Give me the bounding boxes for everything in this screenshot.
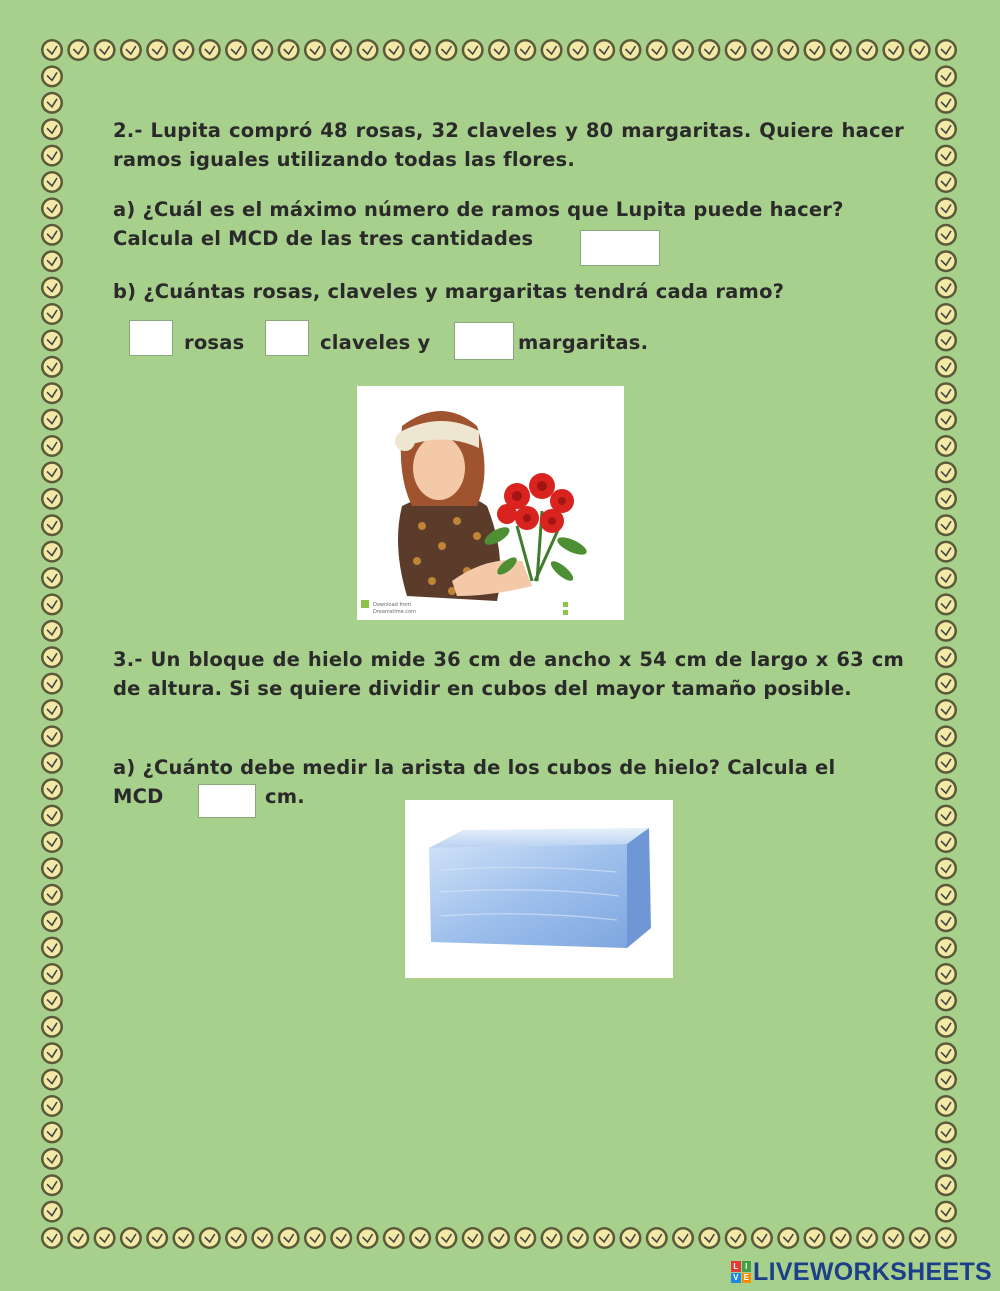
clock-icon bbox=[41, 1069, 63, 1091]
clock-icon bbox=[514, 1227, 536, 1249]
clock-icon bbox=[856, 39, 878, 61]
clock-icon bbox=[856, 1227, 878, 1249]
clock-icon bbox=[41, 356, 63, 378]
clock-icon bbox=[41, 1227, 63, 1249]
clock-icon bbox=[304, 1227, 326, 1249]
clock-icon bbox=[41, 118, 63, 140]
clock-icon bbox=[935, 514, 957, 536]
clock-icon bbox=[225, 1227, 247, 1249]
watermark-line-1: Download from bbox=[373, 602, 412, 608]
clock-icon bbox=[435, 1227, 457, 1249]
clock-icon bbox=[698, 39, 720, 61]
clock-icon bbox=[251, 39, 273, 61]
clock-icon bbox=[41, 857, 63, 879]
clock-icon bbox=[935, 118, 957, 140]
clock-icon bbox=[935, 197, 957, 219]
clock-icon bbox=[672, 1227, 694, 1249]
clock-icon bbox=[541, 1227, 563, 1249]
arista-answer-input[interactable] bbox=[198, 784, 256, 818]
clock-icon bbox=[935, 1095, 957, 1117]
clock-icon bbox=[935, 382, 957, 404]
clock-icon bbox=[882, 39, 904, 61]
clock-icon bbox=[41, 646, 63, 668]
clock-icon bbox=[698, 1227, 720, 1249]
clock-icon bbox=[41, 725, 63, 747]
clock-icon bbox=[488, 39, 510, 61]
clock-icon bbox=[41, 1201, 63, 1223]
clock-icon bbox=[41, 197, 63, 219]
clock-icon bbox=[41, 145, 63, 167]
clock-icon bbox=[41, 541, 63, 563]
logo-letter-l: L bbox=[731, 1261, 741, 1272]
clock-icon bbox=[935, 884, 957, 906]
clock-icon bbox=[646, 39, 668, 61]
clock-icon bbox=[41, 250, 63, 272]
clock-icon bbox=[41, 435, 63, 457]
clock-icon bbox=[593, 39, 615, 61]
clock-icon bbox=[41, 382, 63, 404]
mcd-answer-input[interactable] bbox=[580, 230, 660, 266]
clock-icon bbox=[41, 1174, 63, 1196]
clock-icon bbox=[41, 1042, 63, 1064]
clock-icon bbox=[935, 329, 957, 351]
clock-icon bbox=[935, 1174, 957, 1196]
clock-icon bbox=[120, 39, 142, 61]
clock-icon bbox=[935, 831, 957, 853]
clock-icon bbox=[830, 39, 852, 61]
clock-icon bbox=[41, 92, 63, 114]
clock-icon bbox=[777, 1227, 799, 1249]
clock-icon bbox=[935, 1016, 957, 1038]
clock-icon bbox=[935, 805, 957, 827]
clock-icon bbox=[672, 39, 694, 61]
clock-icon bbox=[67, 1227, 89, 1249]
clock-icon bbox=[619, 1227, 641, 1249]
clock-icon bbox=[41, 937, 63, 959]
clock-icon bbox=[41, 831, 63, 853]
clock-icon bbox=[935, 1042, 957, 1064]
clock-icon bbox=[935, 1121, 957, 1143]
clock-icon bbox=[41, 461, 63, 483]
clock-icon bbox=[935, 910, 957, 932]
clock-icon bbox=[935, 1069, 957, 1091]
clock-icon bbox=[935, 488, 957, 510]
clock-icon bbox=[935, 65, 957, 87]
clock-icon bbox=[882, 1227, 904, 1249]
clock-icon bbox=[435, 39, 457, 61]
clock-icon bbox=[41, 673, 63, 695]
clock-icon bbox=[41, 752, 63, 774]
clock-icon bbox=[935, 593, 957, 615]
problem-2-question-a-line1: a) ¿Cuál es el máximo número de ramos que Lupita puede hacer? bbox=[113, 198, 844, 221]
clock-icon bbox=[804, 39, 826, 61]
clock-icon bbox=[935, 699, 957, 721]
problem-3-question-a-line1: a) ¿Cuánto debe medir la arista de los cubos de hielo? Calcula el bbox=[113, 756, 836, 779]
clock-icon bbox=[41, 329, 63, 351]
clock-icon bbox=[935, 778, 957, 800]
clock-icon bbox=[935, 435, 957, 457]
clock-icon bbox=[41, 567, 63, 589]
clock-icon bbox=[935, 989, 957, 1011]
clock-icon bbox=[278, 39, 300, 61]
clock-icon bbox=[751, 39, 773, 61]
margaritas-label: margaritas. bbox=[518, 331, 649, 354]
clock-icon bbox=[646, 1227, 668, 1249]
rosas-answer-input[interactable] bbox=[129, 320, 173, 356]
logo-letter-e: E bbox=[742, 1273, 752, 1284]
logo-letter-v: V bbox=[731, 1273, 741, 1284]
clock-icon bbox=[94, 1227, 116, 1249]
clock-icon bbox=[251, 1227, 273, 1249]
clock-icon bbox=[935, 567, 957, 589]
clock-icon bbox=[488, 1227, 510, 1249]
clock-icon bbox=[41, 963, 63, 985]
clock-icon bbox=[935, 92, 957, 114]
clock-icon bbox=[935, 725, 957, 747]
clock-icon bbox=[593, 1227, 615, 1249]
clock-icon bbox=[935, 1227, 957, 1249]
clock-icon bbox=[383, 1227, 405, 1249]
liveworksheets-wordmark: LIVEWORKSHEETS bbox=[753, 1257, 992, 1286]
clock-icon bbox=[619, 39, 641, 61]
clock-icon bbox=[146, 39, 168, 61]
clock-icon bbox=[751, 1227, 773, 1249]
clock-icon bbox=[567, 39, 589, 61]
clock-icon bbox=[41, 620, 63, 642]
clock-icon bbox=[409, 39, 431, 61]
clock-icon bbox=[41, 1095, 63, 1117]
clock-icon bbox=[935, 1201, 957, 1223]
clock-icon bbox=[935, 461, 957, 483]
ice-block-image bbox=[405, 800, 673, 978]
clock-icon bbox=[41, 989, 63, 1011]
clock-icon bbox=[41, 910, 63, 932]
clock-icon bbox=[41, 699, 63, 721]
clock-icon bbox=[41, 171, 63, 193]
clock-icon bbox=[909, 39, 931, 61]
clock-icon bbox=[41, 1148, 63, 1170]
clock-icon bbox=[330, 39, 352, 61]
clock-icon bbox=[462, 39, 484, 61]
margaritas-answer-input[interactable] bbox=[454, 322, 514, 360]
clock-icon bbox=[41, 224, 63, 246]
clock-icon bbox=[830, 1227, 852, 1249]
clock-icon bbox=[41, 409, 63, 431]
clock-icon bbox=[935, 620, 957, 642]
clock-icon bbox=[935, 646, 957, 668]
clock-icon bbox=[935, 303, 957, 325]
clock-icon bbox=[383, 39, 405, 61]
girl-with-roses-image bbox=[357, 386, 624, 620]
clock-icon bbox=[725, 1227, 747, 1249]
rosas-label: rosas bbox=[184, 331, 245, 354]
clock-icon bbox=[935, 171, 957, 193]
clock-icon bbox=[462, 1227, 484, 1249]
clock-icon bbox=[935, 145, 957, 167]
problem-3-statement: 3.- Un bloque de hielo mide 36 cm de ancho x 54 cm de largo x 63 cm de altura. Si se quiere dividir en cubos del mayor tamaño posible. bbox=[113, 648, 904, 700]
clock-icon bbox=[935, 277, 957, 299]
clock-icon bbox=[225, 39, 247, 61]
claveles-label: claveles y bbox=[320, 331, 431, 354]
clock-icon bbox=[330, 1227, 352, 1249]
claveles-answer-input[interactable] bbox=[265, 320, 309, 356]
clock-icon bbox=[357, 1227, 379, 1249]
clock-icon bbox=[41, 39, 63, 61]
clock-icon bbox=[199, 1227, 221, 1249]
clock-icon bbox=[41, 805, 63, 827]
liveworksheets-logo-icon bbox=[731, 1261, 751, 1283]
clock-icon bbox=[199, 39, 221, 61]
clock-icon bbox=[935, 752, 957, 774]
problem-2-question-b: b) ¿Cuántas rosas, claveles y margaritas tendrá cada ramo? bbox=[113, 280, 785, 303]
clock-icon bbox=[41, 593, 63, 615]
clock-icon bbox=[935, 937, 957, 959]
problem-3-mcd-label: MCD bbox=[113, 785, 164, 808]
clock-icon bbox=[120, 1227, 142, 1249]
problem-2-question-a-line2: Calcula el MCD de las tres cantidades bbox=[113, 227, 534, 250]
clock-icon bbox=[935, 409, 957, 431]
clock-icon bbox=[357, 39, 379, 61]
clock-icon bbox=[935, 1148, 957, 1170]
clock-icon bbox=[409, 1227, 431, 1249]
clock-icon bbox=[935, 541, 957, 563]
clock-icon bbox=[909, 1227, 931, 1249]
problem-3-unit-label: cm. bbox=[265, 785, 305, 808]
clock-icon bbox=[935, 673, 957, 695]
clock-icon bbox=[41, 488, 63, 510]
clock-icon bbox=[41, 65, 63, 87]
clock-icon bbox=[278, 1227, 300, 1249]
watermark-line-2: Dreamstime.com bbox=[373, 609, 416, 615]
problem-2-statement: 2.- Lupita compró 48 rosas, 32 claveles y 80 margaritas. Quiere hacer ramos iguales utilizando todas las flores. bbox=[113, 119, 904, 171]
clock-icon bbox=[777, 39, 799, 61]
clock-icon bbox=[541, 39, 563, 61]
clock-icon bbox=[41, 1016, 63, 1038]
clock-icon bbox=[935, 224, 957, 246]
clock-icon bbox=[935, 39, 957, 61]
clock-icon bbox=[304, 39, 326, 61]
clock-icon bbox=[146, 1227, 168, 1249]
clock-icon bbox=[41, 303, 63, 325]
clock-icon bbox=[935, 356, 957, 378]
logo-letter-i: I bbox=[742, 1261, 752, 1272]
clock-icon bbox=[94, 39, 116, 61]
clock-icon bbox=[41, 277, 63, 299]
clock-icon bbox=[41, 1121, 63, 1143]
clock-icon bbox=[725, 39, 747, 61]
clock-icon bbox=[935, 250, 957, 272]
clock-icon bbox=[41, 514, 63, 536]
clock-icon bbox=[41, 884, 63, 906]
liveworksheets-brand bbox=[731, 1259, 992, 1285]
clock-icon bbox=[514, 39, 536, 61]
clock-icon bbox=[172, 1227, 194, 1249]
clock-icon bbox=[67, 39, 89, 61]
clock-icon bbox=[804, 1227, 826, 1249]
clock-icon bbox=[935, 963, 957, 985]
clock-icon bbox=[172, 39, 194, 61]
clock-icon bbox=[935, 857, 957, 879]
clock-icon bbox=[41, 778, 63, 800]
clock-icon bbox=[567, 1227, 589, 1249]
